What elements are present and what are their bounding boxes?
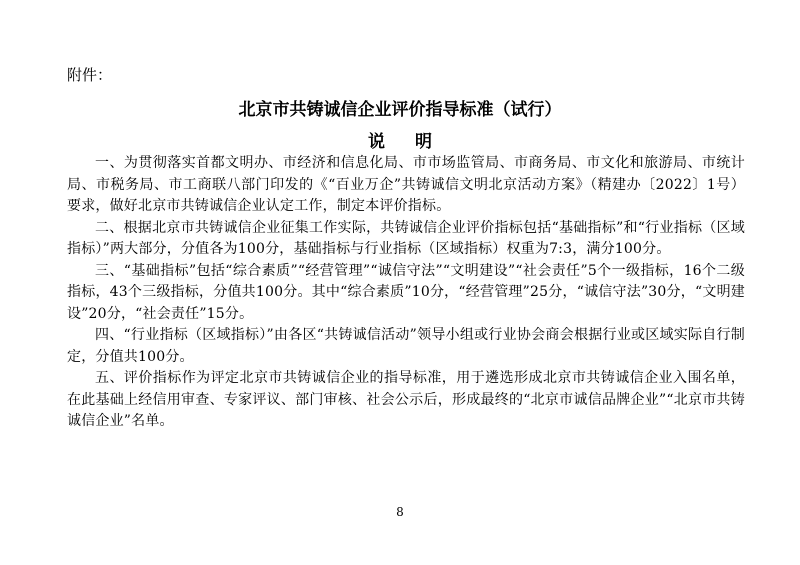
paragraph-2: 二、根据北京市共铸诚信企业征集工作实际，共铸诚信企业评价指标包括“基础指标”和“行业指标（区域指标）”两大部分，分值各为100分，基础指标与行业指标（区域指标）权重为7:3，满分100分。 (67, 219, 745, 257)
paragraph-4: 四、“行业指标（区域指标）”由各区“共铸诚信活动”领导小组或行业协会商会根据行业或区域实际自行制定，分值共100分。 (67, 327, 745, 365)
paragraph-3: 三、“基础指标”包括“综合素质”“经营管理”“诚信守法”“文明建设”“社会责任”5个一级指标，16个二级指标，43个三级指标，分值共100分。其中“综合素质”10分，“经营管理”25分，“诚信守法”30分，“文明建设”20分，“社会责任”15分。 (67, 262, 745, 322)
page-number: 8 (396, 505, 404, 519)
paragraph-5: 五、评价指标作为评定北京市共铸诚信企业的指导标准，用于遴选形成北京市共铸诚信企业入围名单，在此基础上经信用审查、专家评议、部门审核、社会公示后，形成最终的“北京市诚信品牌企业”“北京市共铸诚信企业”名单。 (67, 370, 745, 429)
attachment-label: 附件： (67, 66, 113, 84)
document-body (67, 153, 745, 433)
section-heading: 说明 (368, 132, 462, 152)
document-title: 北京市共铸诚信企业评价指导标准（试行） (238, 100, 562, 120)
paragraph-1: 一、为贯彻落实首都文明办、市经济和信息化局、市市场监管局、市商务局、市文化和旅游局、市统计局、市税务局、市工商联八部门印发的《“百业万企”共铸诚信文明北京活动方案》（精建办〔2022〕1号）要求，做好北京市共铸诚信企业认定工作，制定本评价指标。 (67, 155, 745, 214)
